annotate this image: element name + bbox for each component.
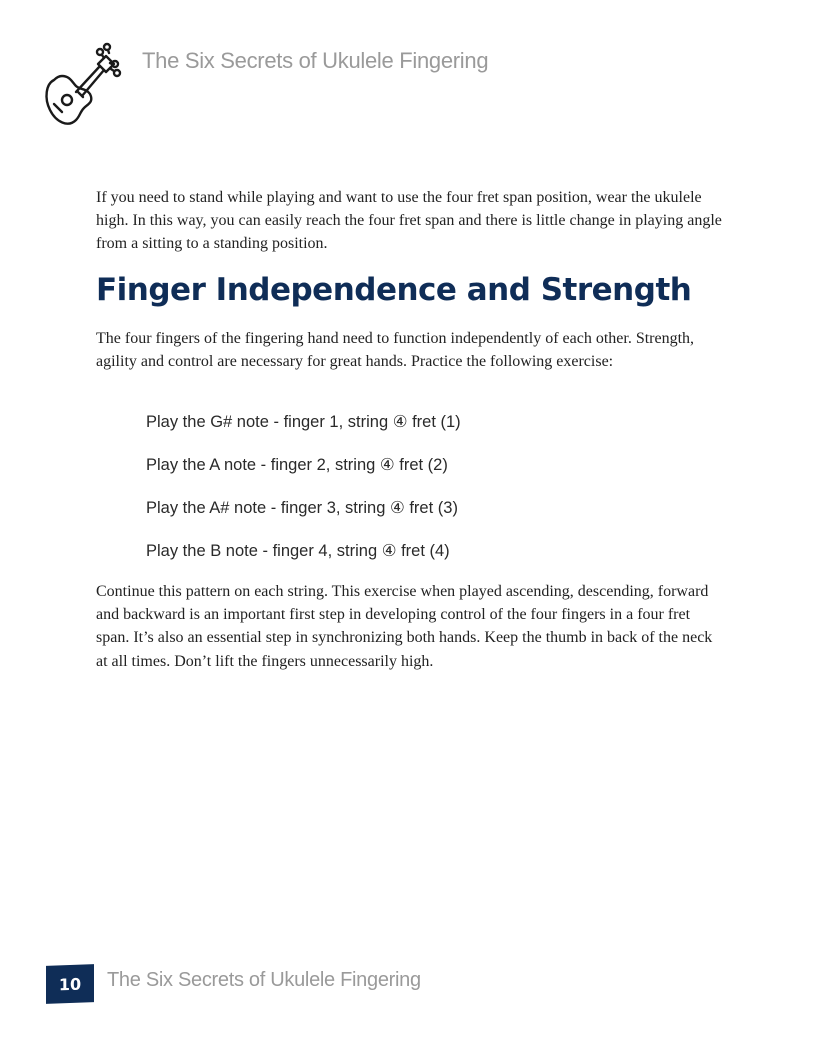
exercise-step: Play the A note - finger 2, string ④ fret (2) bbox=[146, 456, 448, 474]
section-paragraph: The four fingers of the fingering hand need to function independently of each other. Strength, agility and control are necessary for great hands. Practice the following exercise: bbox=[96, 330, 695, 371]
closing-paragraph: Continue this pattern on each string. This exercise when played ascending, descending, forward and backward is an important first step in developing control of the four fingers in a four fret span. It’s also an essential step in synchronizing both hands. Keep the thumb in back of the neck at all times. Don’t lift the fingers unnecessarily high. bbox=[96, 583, 713, 670]
exercise-step: Play the A# note - finger 3, string ④ fret (3) bbox=[146, 499, 458, 517]
page-number: 10 bbox=[58, 974, 82, 994]
exercise-step: Play the B note - finger 4, string ④ fret (4) bbox=[146, 542, 450, 560]
footer-title: The Six Secrets of Ukulele Fingering bbox=[107, 969, 421, 991]
header-title: The Six Secrets of Ukulele Fingering bbox=[142, 48, 489, 73]
exercise-step: Play the G# note - finger 1, string ④ fret (1) bbox=[146, 413, 461, 431]
section-heading: Finger Independence and Strength bbox=[96, 272, 692, 308]
intro-paragraph: If you need to stand while playing and want to use the four fret span position, wear the ukulele high. In this way, you can easily reach the four fret span and there is little change in playing angle from a sitting to a standing position. bbox=[96, 189, 722, 253]
ukulele-icon bbox=[40, 42, 130, 132]
page-number-badge bbox=[46, 964, 94, 1004]
